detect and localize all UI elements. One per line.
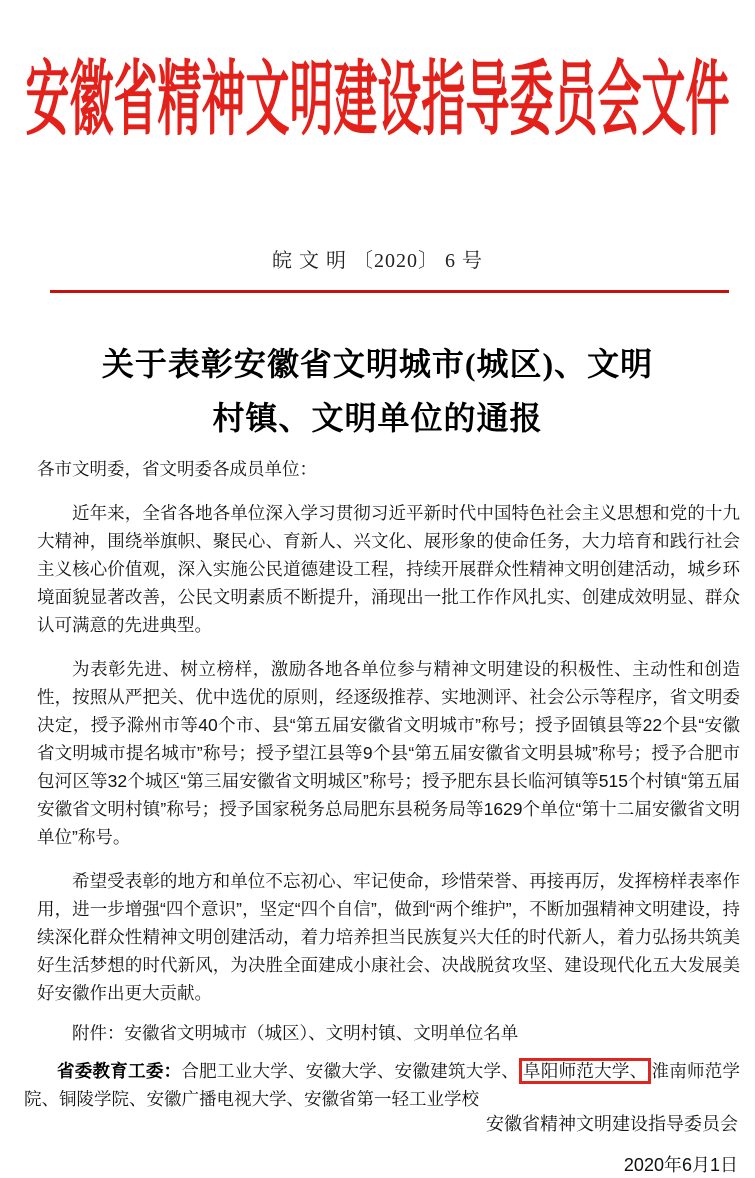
document-title-line-1: 关于表彰安徽省文明城市(城区)、文明 xyxy=(101,346,654,382)
education-universities-before: 合肥工业大学、安徽大学、安徽建筑大学、 xyxy=(181,1061,520,1081)
red-divider-line xyxy=(50,290,729,293)
document-body xyxy=(24,455,741,1113)
education-committee-line xyxy=(24,1057,740,1113)
document-date: 2020年6月1日 xyxy=(623,1155,738,1175)
paragraph-expectations: 希望受表彰的地方和单位不忘初心、牢记使命，珍惜荣誉、再接再厉，发挥榜样表率作用，进一步增强“四个意识”，坚定“四个自信”，做到“两个维护”，不断加强精神文明建设，持续深化群众性精神文明创建活动，着力培养担当民族复兴大任的时代新人，着力弘扬共筑美好生活梦想的时代新风，为决胜全面建成小康社会、决战脱贫攻坚、建设现代化五大发展美好安徽作出更大贡献。 xyxy=(37,871,740,1003)
document-title-line-2: 村镇、文明单位的通报 xyxy=(212,400,543,436)
official-document-page xyxy=(0,42,755,1175)
letterhead xyxy=(0,42,755,146)
paragraph-achievements: 近年来，全省各地各单位深入学习贯彻习近平新时代中国特色社会主义思想和党的十九大精神，围绕举旗帜、聚民心、育新人、兴文化、展形象的使命任务，大力培育和践行社会主义核心价值观，深入实施公民道德建设工程，持续开展群众性精神文明创建活动，城乡环境面貌显著改善，公民文明素质不断提升，涌现出一批工作作风扎实、创建成效明显、群众认可满意的先进典型。 xyxy=(37,503,740,635)
education-committee-label: 省委教育工委： xyxy=(57,1061,182,1081)
document-number: 皖 文 明 〔2020〕 6 号 xyxy=(272,250,483,272)
highlighted-university-red-box: 阜阳师范大学、 xyxy=(519,1058,651,1084)
salutation: 各市文明委，省文明委各成员单位： xyxy=(37,459,317,479)
document-title xyxy=(20,337,735,445)
education-universities-after: 淮南师范学院、铜陵学院、安徽广播电视大学、安徽省第一轻工业学校 xyxy=(24,1061,741,1109)
attachment-line: 附件：安徽省文明城市（城区）、文明村镇、文明单位名单 xyxy=(72,1023,519,1043)
paragraph-awards: 为表彰先进、树立榜样，激励各地各单位参与精神文明建设的积极性、主动性和创造性，按照从严把关、优中选优的原则，经逐级推荐、实地测评、社会公示等程序，省文明委决定，授予滁州市等40个市、县“第五届安徽省文明城市”称号；授予固镇县等22个县“安徽省文明城市提名城市”称号；授予望江县等9个县“第五届安徽省文明县城”称号；授予合肥市包河区等32个城区“第三届安徽省文明城区”称号；授予肥东县长临河镇等515个村镇“第五届安徽省文明村镇”称号；授予国家税务总局肥东县税务局等1629个单位“第十二届安徽省文明单位”称号。 xyxy=(37,659,740,847)
letterhead-title: 安徽省精神文明建设指导委员会文件 xyxy=(25,55,730,146)
issuing-authority-signature: 安徽省精神文明建设指导委员会 xyxy=(486,1114,738,1134)
